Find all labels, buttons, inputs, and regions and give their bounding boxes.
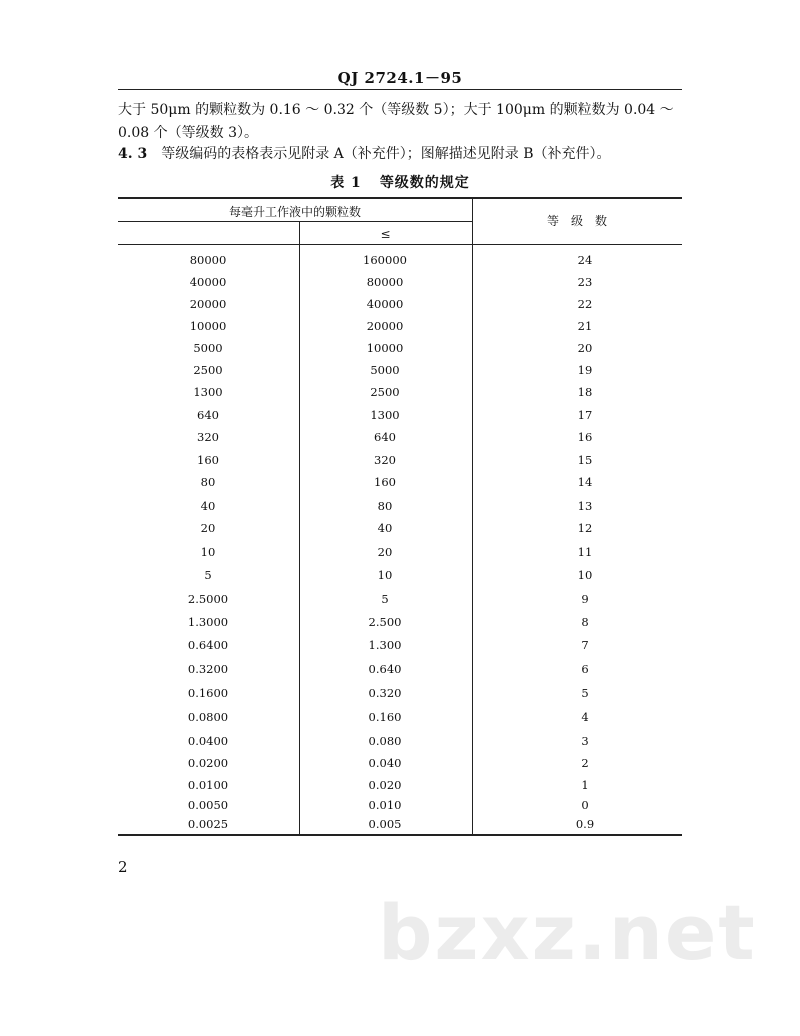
cell-lower-count: 10 bbox=[200, 545, 216, 559]
cell-lower-count: 0.6400 bbox=[187, 638, 229, 652]
cell-lower-count: 320 bbox=[197, 430, 219, 444]
cell-upper-count: 10 bbox=[377, 568, 393, 582]
table-row bbox=[0, 471, 800, 493]
cell-upper-count: 0.005 bbox=[368, 817, 402, 831]
cell-upper-count: 0.320 bbox=[368, 686, 402, 700]
cell-grade: 14 bbox=[577, 475, 593, 489]
header-rule bbox=[118, 89, 682, 90]
section-text: 等级编码的表格表示见附录 A（补充件）；图解描述见附录 B（补充件）。 bbox=[161, 146, 611, 162]
cell-upper-count: 640 bbox=[374, 430, 396, 444]
cell-lower-count: 1300 bbox=[193, 385, 223, 399]
cell-upper-count: 0.040 bbox=[368, 756, 402, 770]
cell-grade: 15 bbox=[577, 453, 593, 467]
cell-grade: 10 bbox=[577, 568, 593, 582]
cell-grade: 12 bbox=[577, 521, 593, 535]
header-grade: 等 级 数 bbox=[546, 214, 607, 228]
table-row bbox=[0, 658, 800, 680]
cell-lower-count: 0.3200 bbox=[187, 662, 229, 676]
cell-grade: 2 bbox=[581, 756, 589, 770]
cell-lower-count: 40000 bbox=[189, 275, 227, 289]
table-row bbox=[0, 426, 800, 448]
cell-grade: 1 bbox=[581, 778, 589, 792]
cell-upper-count: 80000 bbox=[366, 275, 404, 289]
cell-grade: 0 bbox=[581, 798, 589, 812]
cell-lower-count: 80000 bbox=[189, 253, 227, 267]
header-particle-count: 每毫升工作液中的颗粒数 bbox=[228, 205, 361, 219]
table-row bbox=[0, 315, 800, 337]
table-row bbox=[0, 293, 800, 315]
section-number: 4. 3 bbox=[118, 146, 148, 162]
watermark-text: bzxz.net bbox=[378, 888, 757, 977]
table-top-rule bbox=[118, 197, 682, 199]
cell-grade: 11 bbox=[577, 545, 593, 559]
table-caption-title: 等级数的规定 bbox=[379, 175, 470, 191]
cell-upper-count: 20000 bbox=[366, 319, 404, 333]
cell-upper-count: 160000 bbox=[363, 253, 407, 267]
cell-upper-count: 2.500 bbox=[368, 615, 402, 629]
cell-grade: 19 bbox=[577, 363, 593, 377]
table-row bbox=[0, 249, 800, 271]
cell-grade: 6 bbox=[581, 662, 589, 676]
cell-lower-count: 2500 bbox=[193, 363, 223, 377]
cell-upper-count: 40000 bbox=[366, 297, 404, 311]
paragraph-continuation: 大于 50μm 的颗粒数为 0.16 ～ 0.32 个（等级数 5）；大于 100μm 的颗粒数为 0.04 ～ 0.08 个（等级数 3）。 bbox=[118, 102, 674, 141]
cell-upper-count: 320 bbox=[374, 453, 396, 467]
cell-grade: 4 bbox=[581, 710, 589, 724]
cell-upper-count: 5000 bbox=[370, 363, 400, 377]
cell-lower-count: 0.0050 bbox=[187, 798, 229, 812]
cell-grade: 9 bbox=[581, 592, 589, 606]
table-row bbox=[0, 682, 800, 704]
table-row bbox=[0, 517, 800, 539]
table-row bbox=[0, 730, 800, 752]
cell-grade: 7 bbox=[581, 638, 589, 652]
table-row bbox=[0, 588, 800, 610]
cell-grade: 0.9 bbox=[575, 817, 595, 831]
table-row bbox=[0, 541, 800, 563]
cell-grade: 22 bbox=[577, 297, 593, 311]
cell-upper-count: 0.080 bbox=[368, 734, 402, 748]
cell-lower-count: 5000 bbox=[193, 341, 223, 355]
cell-upper-count: 40 bbox=[377, 521, 393, 535]
cell-upper-count: 80 bbox=[377, 499, 393, 513]
cell-lower-count: 0.0400 bbox=[187, 734, 229, 748]
cell-grade: 3 bbox=[581, 734, 589, 748]
table-caption-label: 表 1 bbox=[330, 175, 362, 191]
page-number: 2 bbox=[118, 858, 128, 876]
cell-lower-count: 20 bbox=[200, 521, 216, 535]
document-header: QJ 2724.1－95 bbox=[337, 69, 463, 87]
cell-upper-count: 0.640 bbox=[368, 662, 402, 676]
cell-upper-count: 2500 bbox=[370, 385, 400, 399]
cell-lower-count: 0.0100 bbox=[187, 778, 229, 792]
table-group-rule bbox=[118, 221, 472, 222]
cell-grade: 24 bbox=[577, 253, 593, 267]
table-row bbox=[0, 634, 800, 656]
cell-lower-count: 0.0800 bbox=[187, 710, 229, 724]
cell-lower-count: 0.0200 bbox=[187, 756, 229, 770]
cell-lower-count: 40 bbox=[200, 499, 216, 513]
cell-upper-count: 20 bbox=[377, 545, 393, 559]
cell-upper-count: 10000 bbox=[366, 341, 404, 355]
cell-upper-count: 1.300 bbox=[368, 638, 402, 652]
cell-upper-count: 0.160 bbox=[368, 710, 402, 724]
table-row bbox=[0, 611, 800, 633]
table-row bbox=[0, 706, 800, 728]
cell-upper-count: 1300 bbox=[370, 408, 400, 422]
cell-lower-count: 20000 bbox=[189, 297, 227, 311]
table-row bbox=[0, 564, 800, 586]
cell-lower-count: 640 bbox=[197, 408, 219, 422]
table-row bbox=[0, 449, 800, 471]
cell-lower-count: 2.5000 bbox=[187, 592, 229, 606]
table-row bbox=[0, 774, 800, 796]
cell-upper-count: 0.020 bbox=[368, 778, 402, 792]
cell-upper-count: 5 bbox=[381, 592, 389, 606]
section-4-3 bbox=[118, 143, 688, 166]
table-row bbox=[0, 495, 800, 517]
cell-lower-count: 5 bbox=[204, 568, 212, 582]
table-row bbox=[0, 404, 800, 426]
cell-grade: 16 bbox=[577, 430, 593, 444]
table-row bbox=[0, 813, 800, 835]
table-row bbox=[0, 359, 800, 381]
table-row bbox=[0, 271, 800, 293]
table-row bbox=[0, 381, 800, 403]
cell-grade: 5 bbox=[581, 686, 589, 700]
cell-lower-count: 160 bbox=[197, 453, 219, 467]
cell-grade: 13 bbox=[577, 499, 593, 513]
cell-lower-count: 1.3000 bbox=[187, 615, 229, 629]
cell-grade: 21 bbox=[577, 319, 593, 333]
cell-grade: 8 bbox=[581, 615, 589, 629]
cell-grade: 20 bbox=[577, 341, 593, 355]
table-caption bbox=[0, 172, 800, 192]
table-row bbox=[0, 337, 800, 359]
cell-upper-count: 0.010 bbox=[368, 798, 402, 812]
header-col-upper: ≤ bbox=[380, 227, 391, 241]
cell-lower-count: 80 bbox=[200, 475, 216, 489]
cell-upper-count: 160 bbox=[374, 475, 396, 489]
cell-lower-count: 0.1600 bbox=[187, 686, 229, 700]
cell-lower-count: 0.0025 bbox=[187, 817, 229, 831]
cell-grade: 18 bbox=[577, 385, 593, 399]
table-header-rule bbox=[118, 244, 682, 245]
cell-grade: 23 bbox=[577, 275, 593, 289]
cell-grade: 17 bbox=[577, 408, 593, 422]
table-row bbox=[0, 752, 800, 774]
cell-lower-count: 10000 bbox=[189, 319, 227, 333]
